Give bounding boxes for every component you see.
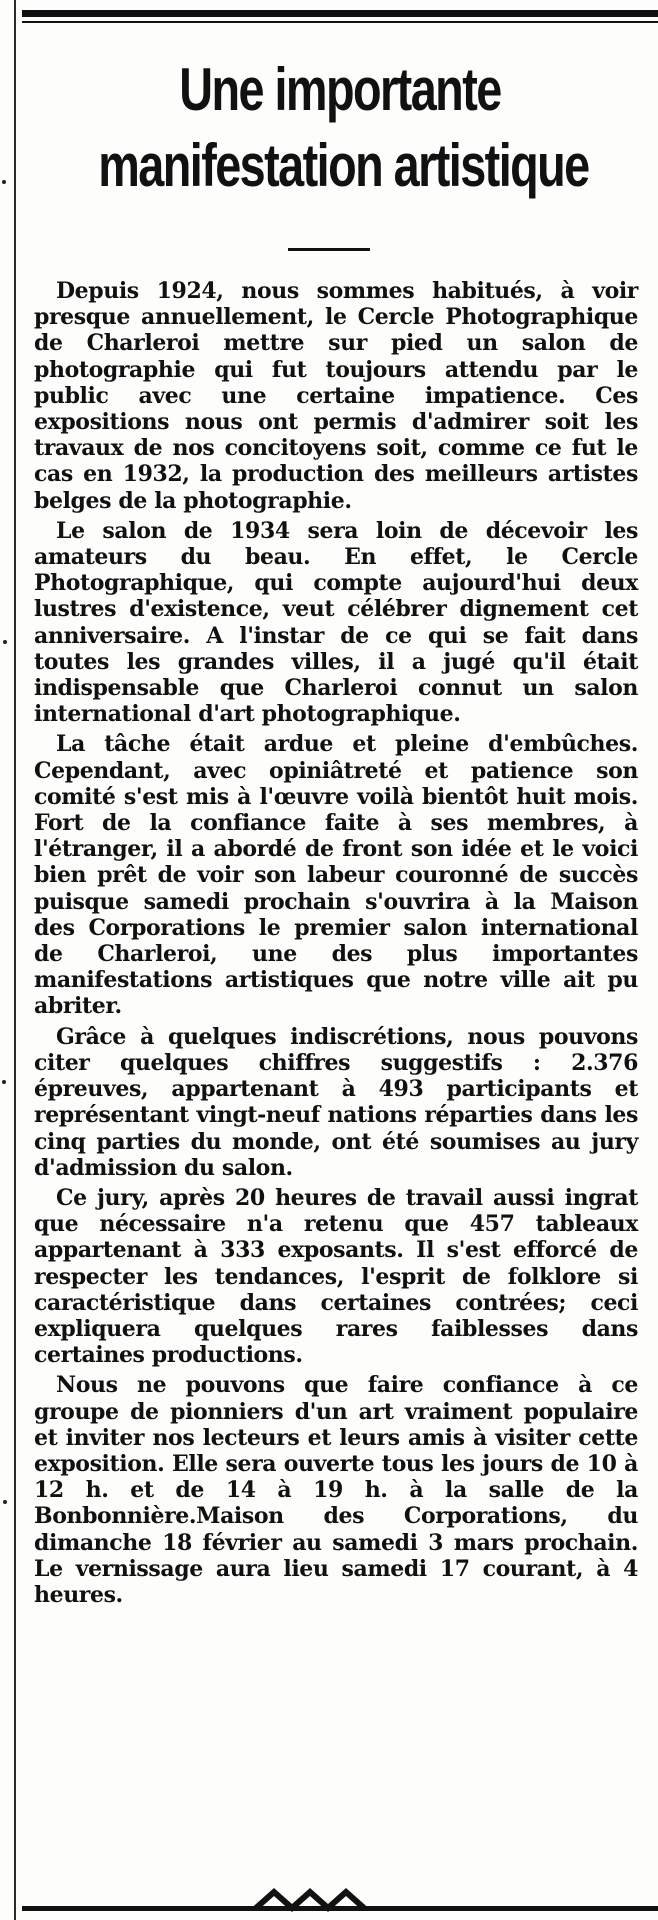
- print-speck: [3, 640, 7, 644]
- ornament-icon: [252, 1888, 382, 1920]
- print-speck: [2, 1080, 6, 1084]
- column-rule: [14, 0, 16, 1920]
- paragraph-5: Ce jury, après 20 heures de travail aussi ingrat que nécessaire n'a retenu que 457 tableaux appartenant à 333 exposants. Il s'est efforcé de respecter les tendances, l'esprit de folklore si caractéristique dans certaines contrées; ceci expliquera quelques rares faiblesses dans certaines productions.: [34, 1184, 638, 1369]
- headline-separator: [288, 248, 370, 251]
- paragraph-3: La tâche était ardue et pleine d'embûches. Cependant, avec opiniâtreté et patience son comité s'est mis à l'œuvre voilà bientôt huit mois. Fort de la confiance faite à ses membres, à l'étranger, il a abordé de front son idée et le voici bien prêt de voir son labeur couronné de succès puisque samedi prochain s'ouvrira à la Maison des Corporations le premier salon international de Charleroi, une des plus importantes manifestations artistiques que notre ville ait pu abriter.: [34, 731, 638, 1020]
- bottom-ornament-rule: [22, 1888, 658, 1920]
- paragraph-1: Depuis 1924, nous sommes habitués, à voir presque annuellement, le Cercle Photographique de Charleroi mettre sur pied un salon de photographie qui fut toujours attendu par le public avec une certaine impatience. Ces expositions nous ont permis d'admirer soit les travaux de nos concitoyens soit, comme ce fut le cas en 1932, la production des meilleurs artistes belges de la photographie.: [34, 278, 638, 514]
- top-double-rule: [22, 10, 658, 24]
- print-speck: [2, 180, 6, 184]
- print-speck: [3, 1500, 7, 1504]
- headline: [98, 52, 589, 204]
- headline-line-2: manifestation artistique: [98, 132, 589, 199]
- paragraph-2: Le salon de 1934 sera loin de décevoir les amateurs du beau. En effet, le Cercle Photographique, qui compte aujourd'hui deux lustres d'existence, veut célébrer dignement cet anniversaire. A l'instar de ce qui se fait dans toutes les grandes villes, il a jugé qu'il était indispensable que Charleroi connut un salon international d'art photographique.: [34, 517, 638, 728]
- paragraph-4: Grâce à quelques indiscrétions, nous pouvons citer quelques chiffres suggestifs : 2.376 épreuves, appartenant à 493 participants et représentant vingt-neuf nations réparties dans les cinq parties du monde, ont été soumises au jury d'admission du salon.: [34, 1023, 638, 1181]
- article-body: [34, 278, 638, 1612]
- headline-line-1: Une importante: [179, 56, 501, 123]
- paragraph-6: Nous ne pouvons que faire confiance à ce groupe de pionniers d'un art vraiment populaire et inviter nos lecteurs et leurs amis à visiter cette exposition. Elle sera ouverte tous les jours de 10 à 12 h. et de 14 à 19 h. à la salle de la Bonbonnière.Maison des Corporations, du dimanche 18 février au samedi 3 mars prochain. Le vernissage aura lieu samedi 17 courant, à 4 heures.: [34, 1372, 638, 1608]
